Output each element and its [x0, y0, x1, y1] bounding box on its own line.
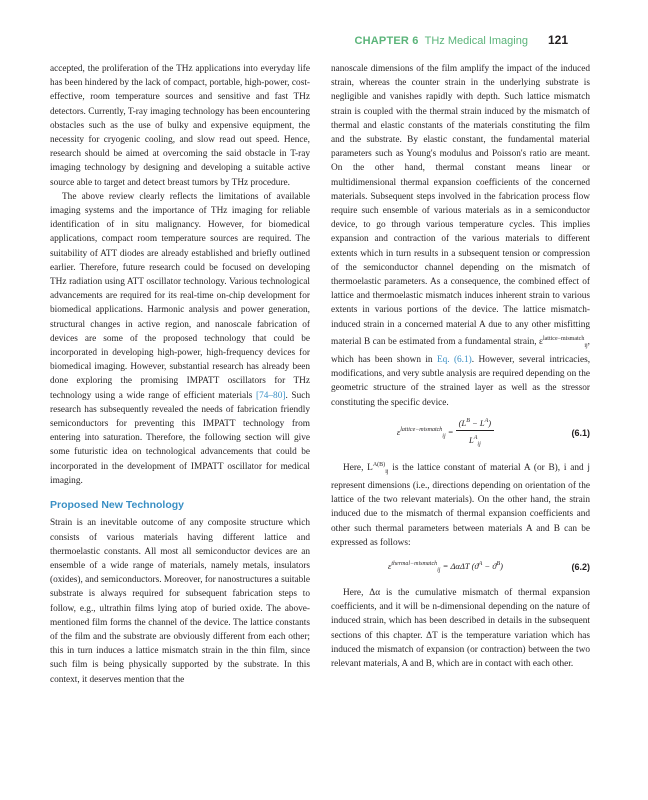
paragraph: Here, Δα is the cumulative mismatch of thermal expansion coefficients, and it will be n-dimensional depending on the nature of induced strain, which has been described in details in the subsequent sections of this chapter. ΔT is the temperature variation which has induced the mismatch of expansion (or contraction) between the two relevant materials, A and B, which are in contact with each other.: [331, 588, 590, 670]
paragraph: Strain is an inevitable outcome of any composite structure which consists of various materials having different lattice and thermoelastic constants. All most all semiconductor devices are an ensemble of a wide range of materials, namely metals, insulators (oxides), and semiconductors. Moreover, for nanostructures a suitable substrate is always required for subsequent fabrication steps to follow, e.g., ultrathin films lying atop of buried oxide. The above-mentioned film forms the channel of the device. The lattice constants of the film and the substrate are obviously different from each other; this in turn induces a lattice mismatch strain in the thin film, since such film is being physically supported by the substrate. In this context, it deserves mention that the: [50, 518, 310, 685]
equation-number: (6.2): [571, 561, 590, 572]
page-number: 121: [547, 33, 568, 47]
chapter-title: THz Medical Imaging: [424, 35, 528, 47]
citation-link[interactable]: [74–80]: [256, 390, 286, 401]
right-column: [331, 62, 590, 671]
paragraph: nanoscale dimensions of the film amplify the impact of the induced strain, whereas the counter strain in the underlying substrate is negligible and vanishes rapidly with depth. Such lattice mismatch strain is coupled with the thermal strain induced by the mismatch of thermal and elastic constants of the materials constituting the film and the substrate. By elastic constant, the fundamental material parameters such as Young's modulus and Poisson's ratio are meant. On the other hand, thermal constant means linear or multidimensional thermal expansion coefficients of the concerned materials. Subsequent steps involved in the fabrication process flow require such ensemble of various materials as in a semiconductor device, to go through various temperature cycles. This implies expansion and contraction of the various materials to different extents which in turn results in a subsequent tension or compression of the semiconductor channel depending on the mismatch of thermoelastic parameters. As a consequence, the combined effect of lattice and thermoelastic mismatch induces inherent strain to various extents in various portions of the device. The lattice mismatch-induced strain in a concerned material A due to any other misfitting material B can be estimated from a fundamental strain, $\varepsilon^{lattice-mismatch}_{ij}$, which has been shown in Eq. (6.1). However, several intricacies, modifications, and very subtle analysis are required depending on the geometric structure of the strained layer as well as the stressor constituting the specific device.: [331, 64, 591, 408]
left-column: [50, 62, 310, 687]
equation-reference-link[interactable]: Eq. (6.1): [436, 355, 472, 366]
paragraph: Here, $L^{A(B)}_{ij}$ is the lattice constant of material A (or B), i and j represent dimensions (i.e., directions depending on orientation of the lattice of the two relevant materials). On the other hand, the strain induced due to the mismatch of thermal expansion coefficients and other such thermal parameters between materials A and B can be expressed as follows:: [331, 461, 590, 548]
equation-number: (6.1): [571, 427, 590, 438]
running-header: [354, 33, 568, 47]
chapter-label: CHAPTER 6: [354, 35, 419, 47]
equation-6-2: $\varepsilon^{thermal-mismatch}_{ij} = \Delta\alpha\Delta T$ $(ϑ^A - ϑ^B)$ (6.2): [388, 560, 590, 574]
section-heading: Proposed New Technology: [50, 499, 184, 512]
paragraph: accepted, the proliferation of the THz applications into everyday life has been hindered by the lack of compact, portable, high-power, cost-effective, room temperature sources and sensitive and fast THz detectors. Currently, T-ray imaging technology has been encountering obstacles such as the use of bulky and expensive equipment, the necessity for cryogenic cooling, and slow read out speed. Hence, research should be aimed at overcoming the said obstacle in T-ray imaging technology by designing and developing a suitable active source able to target and detect breast tumors by THz procedure.: [50, 64, 310, 188]
paragraph: The above review clearly reflects the limitations of available imaging systems and the importance of THz imaging for reliable identification of in situ malignancy. However, for biomedical applications, compact room temperature sources are required. The suitability of ATT diodes are already established and briefly outlined earlier. Therefore, future research could be focused on developing THz radiation using ATT oscillator technology. Various technological advancements are required for its real-time on-chip development for biomedical applications. Harmonic analysis and power generation, structural changes in active region, and nanoscale fabrication of devices are some of the proposed technology that could be incorporated in developing high-power, high-frequency devices for biomedical imaging. However, substantial research has already been done exploring the promising IMPATT oscillators for THz technology using a wide range of efficient materials [74–80]. Such research has subsequently revealed the needs of fabrication friendly semiconductors for preventing this IMPATT technology from entering into saturation. Therefore, the following section will give some futuristic idea on technological advancements that could be incorporated in the development of IMPATT oscillator for medical imaging.: [50, 191, 311, 486]
equation-6-1: $\varepsilon^{lattice-mismatch}_{ij}$ = $\frac{(L^B - L^A)}{L^A_{ij}}$ (6.1): [331, 416, 590, 450]
